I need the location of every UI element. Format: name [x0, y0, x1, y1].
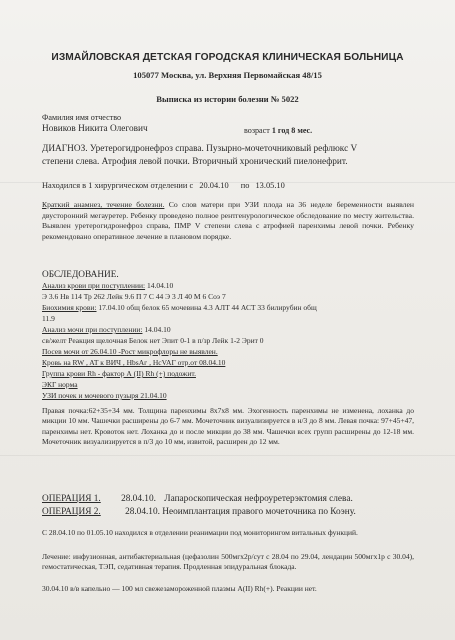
hospital-name: ИЗМАЙЛОВСКАЯ ДЕТСКАЯ ГОРОДСКАЯ КЛИНИЧЕСКАЯ БОЛЬНИЦА	[51, 52, 404, 63]
anamnesis	[42, 200, 414, 242]
operation-1-text: Лапароскопическая нефроуретерэктомия слева.	[164, 494, 353, 504]
icu-stay: С 28.04.10 по 01.05.10 находился в отделении реанимации под мониторингом витальных функций.	[42, 528, 358, 537]
biochem-values: 17.04.10 общ белок 65 мочевина 4.3 АЛТ 44 АСТ 33 билирубин общ	[98, 303, 317, 312]
biochem-row	[42, 303, 317, 312]
document-title: Выписка из истории болезни № 5022	[156, 94, 299, 104]
urine-values: св/желт Реакция щелочная Белок нет Эпит 0-1 в п/зр Лейк 1-2 Эрит 0	[42, 336, 264, 345]
urine-analysis-heading	[42, 325, 171, 334]
diagnosis-line-2: степени слева. Атрофия левой почки. Вторичный хронический пиелонефрит.	[42, 157, 348, 167]
operation-2-label: ОПЕРАЦИЯ 2.	[42, 507, 101, 517]
stay-to: 13.05.10	[255, 181, 285, 190]
therapy: Лечение: инфузионная, антибактериальная (цефазолин 500мгх2р/сут с 28.04 по 29.04, лендацин 500мгх1р с 30.04), гемостатическая, ТЭП, седативная терапия. Продленная эпидуральная блокада.	[42, 552, 414, 572]
ultrasound-text: Правая почка:62+35+34 мм. Толщина паренхимы 8х7х8 мм. Эхогенность паренхимы не изменена, лоханка до микции 10 мм. Чашечки расширены до 6-7 мм. Мочеточник визуализируется в н/3 до 8 мм. Левая почка: 97+45+47, паренхимы нет. Кровоток нет. Лоханка до и после микции до 38 мм. Чашечки всех групп расширены до 12-18 мм. Мочеточник визуализируется в п/3 до 10 мм, извитой, расширен до 12 мм.	[42, 406, 414, 446]
ecg: ЭКГ норма	[42, 380, 78, 389]
anamnesis-heading: Краткий анамнез, течение болезни.	[42, 200, 165, 209]
age	[244, 126, 312, 135]
blood-label: Анализ крови при поступлении:	[42, 281, 146, 290]
age-label: возраст	[244, 126, 270, 135]
urine-date: 14.04.10	[144, 325, 171, 334]
blood-group: Группа крови Rh - фактор А (II) Rh (+) подожит.	[42, 369, 196, 378]
plasma-transfusion: 30.04.10 в/в капельно — 100 мл свежезамороженной плазмы А(II) Rh(+). Реакции нет.	[42, 584, 317, 593]
stay-from: 20.04.10	[199, 181, 229, 190]
page-crease	[0, 455, 455, 456]
blood-analysis-heading	[42, 281, 173, 290]
urine-label: Анализ мочи при поступлении:	[42, 325, 143, 334]
urine-culture: Посев мочи от 26.04.10 -Рост микрофлоры не выявлен.	[42, 347, 218, 356]
stay-period	[42, 181, 285, 190]
ultrasound-title: УЗИ почек и мочевого пузыря 21.04.10	[42, 391, 167, 400]
operation-2-text: Неоимплантация правого мочеточника по Коэну.	[162, 507, 356, 517]
diagnosis-line-1: ДИАГНОЗ. Уретерогидронефроз справа. Пузырно-мочеточниковый рефлюкс V	[42, 144, 358, 154]
anamnesis-text: Со слов матери при УЗИ плода на 36 неделе беременности выявлен двусторонний мегауретер. Ребенку проведено полное рентгенурологическое обследование по месту жительства. Выявлен уретерогидронефроз справа, ПМР V степени слева с атрофией паренхимы левой почки. Ребенку рекомендовано оперативное лечение в плановом порядке.	[42, 200, 414, 241]
biochem-label: Биохимия крови:	[42, 303, 97, 312]
operation-1-date: 28.04.10.	[121, 494, 156, 504]
stay-to-label: по	[240, 181, 250, 190]
biochem-extra: 11.9	[42, 314, 55, 323]
hospital-address: 105077 Москва, ул. Верхняя Первомайская 48/15	[133, 70, 322, 80]
operation-1	[42, 494, 353, 504]
exam-title: ОБСЛЕДОВАНИЕ.	[42, 270, 119, 280]
operation-2-date: 28.04.10.	[125, 507, 160, 517]
patient-name: Новиков Никита Олегович	[42, 124, 148, 134]
age-value: 1 год 8 мес.	[271, 126, 313, 135]
fio-label: Фамилия имя отчество	[42, 113, 122, 122]
operation-1-label: ОПЕРАЦИЯ 1.	[42, 494, 101, 504]
infection-tests: Кровь на RW , AT к ВИЧ , HbsAг , HcVAГ отр.от 08.04.10	[42, 358, 226, 367]
blood-values: Э 3.6 Нв 114 Тр 262 Лейк 9.6 П 7 С 44 Э 3 Л 40 М 6 Соэ 7	[42, 292, 226, 301]
blood-date: 14.04.10	[146, 281, 174, 290]
stay-text: Находился в 1 хирургическом отделении с	[42, 181, 194, 190]
operation-2	[42, 507, 356, 517]
